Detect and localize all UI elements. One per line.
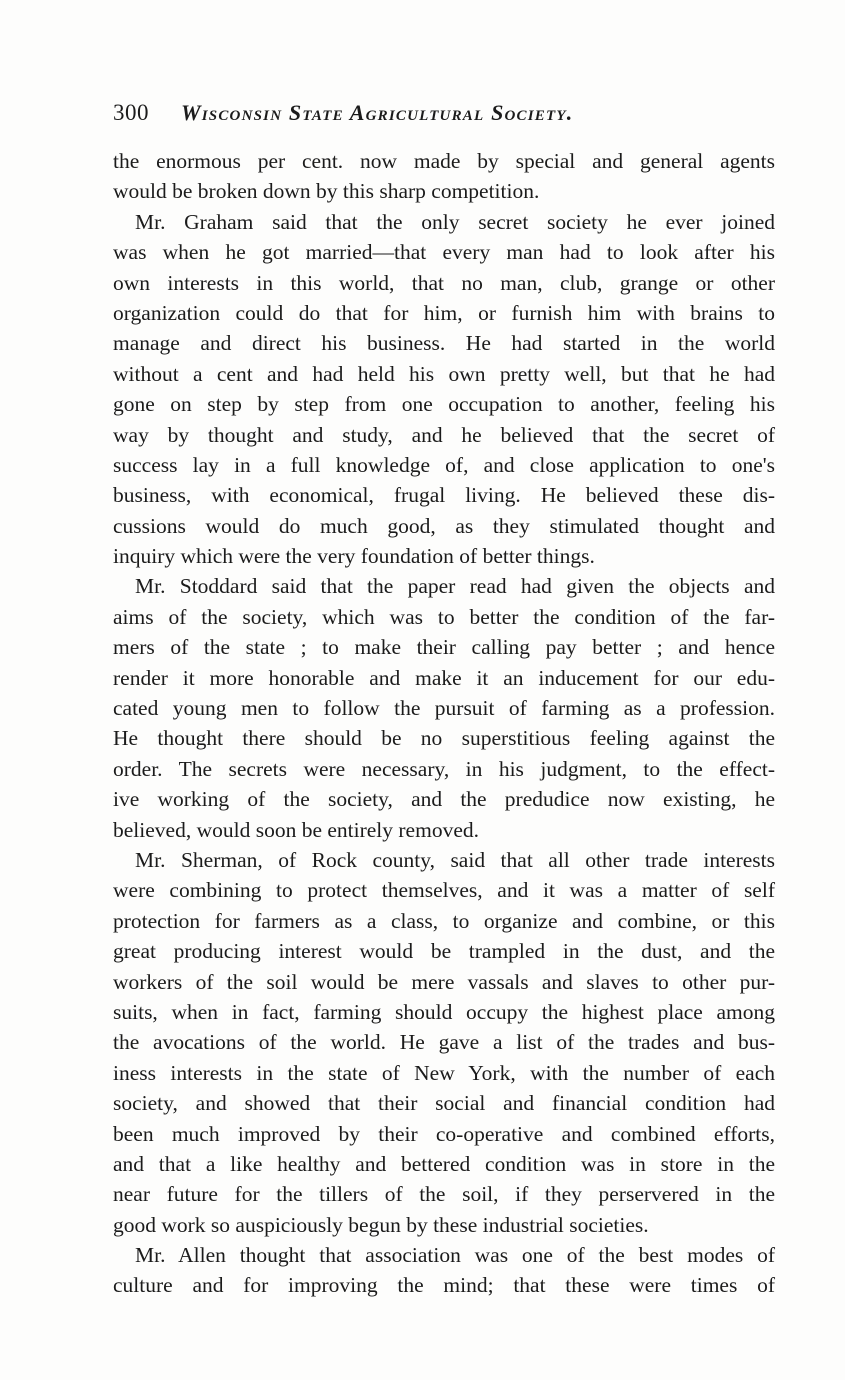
text-line: would be broken down by this sharp competition. — [113, 179, 540, 204]
text-line: ive working of the society, and the predudice now existing, he — [113, 787, 775, 812]
text-line: way by thought and study, and he believed that the secret of — [113, 422, 775, 447]
text-line: good work so auspiciously begun by these industrial societies. — [113, 1212, 649, 1237]
text-line: protection for farmers as a class, to organize and combine, or this — [113, 908, 775, 933]
text-line: suits, when in fact, farming should occupy the highest place among — [113, 999, 775, 1024]
text-line: Mr. Stoddard said that the paper read had given the objects and — [135, 574, 775, 599]
text-line: success lay in a full knowledge of, and close application to one's — [113, 452, 775, 477]
text-line: near future for the tillers of the soil, if they perservered in the — [113, 1182, 775, 1207]
text-line: been much improved by their co-operative and combined efforts, — [113, 1121, 775, 1146]
text-line: iness interests in the state of New York, with the number of each — [113, 1060, 775, 1085]
text-line: cussions would do much good, as they stimulated thought and — [113, 513, 775, 538]
text-line: mers of the state ; to make their calling pay better ; and hence — [113, 635, 775, 660]
text-line: society, and showed that their social and financial condition had — [113, 1091, 775, 1116]
text-line: manage and direct his business. He had started in the world — [113, 331, 775, 356]
text-line: gone on step by step from one occupation to another, feeling his — [113, 392, 775, 417]
text-line: organization could do that for him, or furnish him with brains to — [113, 300, 775, 325]
text-line: business, with economical, frugal living. He believed these dis- — [113, 483, 775, 508]
text-line: were combining to protect themselves, and it was a matter of self — [113, 878, 775, 903]
text-line: culture and for improving the mind; that these were times of — [113, 1273, 775, 1298]
text-line: the avocations of the world. He gave a list of the trades and bus- — [113, 1030, 775, 1055]
text-line: aims of the society, which was to better the condition of the far- — [113, 604, 775, 629]
text-line: cated young men to follow the pursuit of farming as a profession. — [113, 696, 775, 721]
text-line: workers of the soil would be mere vassals and slaves to other pur- — [113, 969, 775, 994]
text-line: Mr. Sherman, of Rock county, said that all other trade interests — [135, 847, 775, 872]
text-line: and that a like healthy and bettered condition was in store in the — [113, 1151, 775, 1176]
text-line: believed, would soon be entirely removed. — [113, 817, 479, 842]
page-number: 300 — [113, 100, 149, 125]
running-head — [113, 95, 778, 131]
text-line: own interests in this world, that no man, club, grange or other — [113, 270, 775, 295]
running-title: Wisconsin State Agricultural Society. — [181, 100, 574, 125]
text-line: Mr. Allen thought that association was one of the best modes of — [135, 1243, 775, 1268]
text-line: Mr. Graham said that the only secret society he ever joined — [135, 209, 775, 234]
text-line: without a cent and had held his own pretty well, but that he had — [113, 361, 775, 386]
text-line: render it more honorable and make it an inducement for our edu- — [113, 665, 775, 690]
text-line: inquiry which were the very foundation of better things. — [113, 544, 595, 569]
text-line: was when he got married—that every man had to look after his — [113, 240, 775, 265]
text-line: great producing interest would be trampled in the dust, and the — [113, 939, 775, 964]
text-line: order. The secrets were necessary, in his judgment, to the effect- — [113, 756, 775, 781]
text-line: the enormous per cent. now made by special and general agents — [113, 149, 775, 173]
body-text — [113, 146, 775, 1301]
text-line: He thought there should be no superstitious feeling against the — [113, 726, 775, 751]
